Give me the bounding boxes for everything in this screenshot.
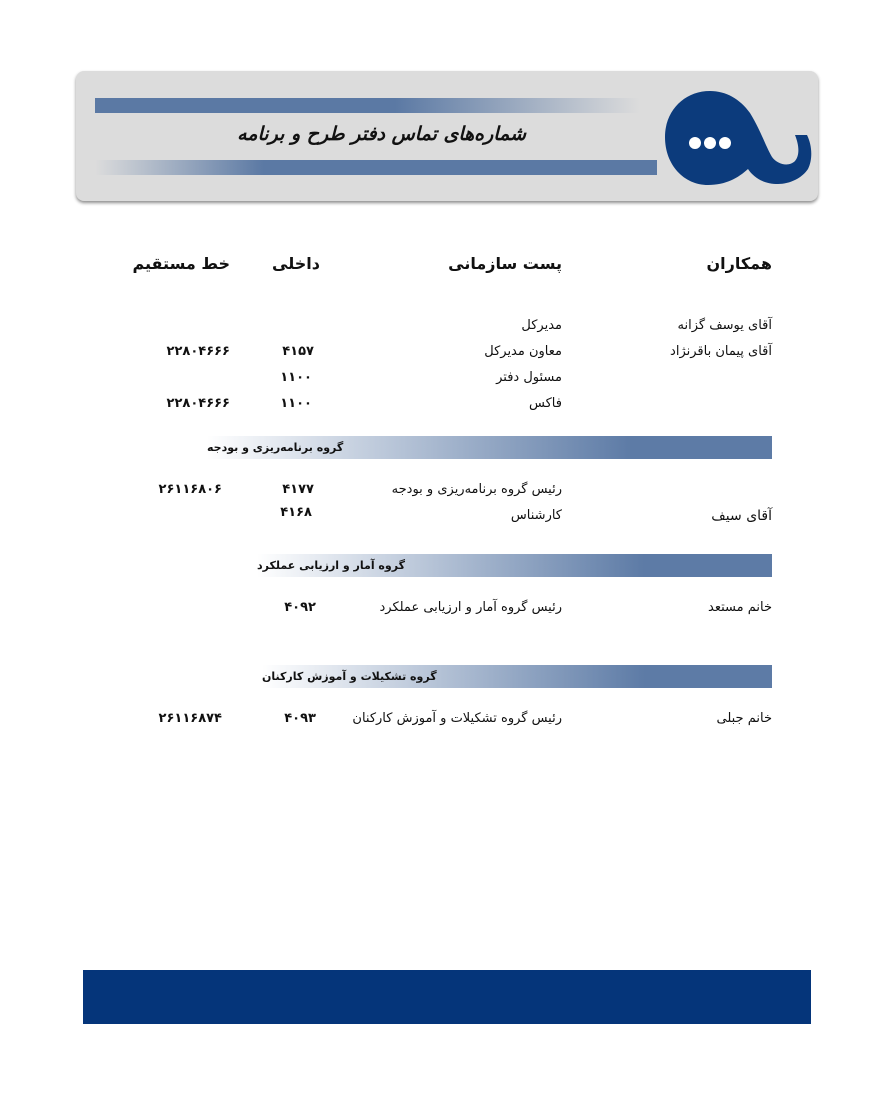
- col-header-colleagues: همکاران: [706, 254, 772, 273]
- col-header-internal: داخلی: [272, 254, 320, 273]
- row-direct: ۲۶۱۱۶۸۰۶: [158, 482, 222, 497]
- header-banner: [76, 71, 818, 201]
- group-band: گروه برنامه‌ریزی و بودجه: [207, 436, 772, 459]
- header-stripe-bottom: [95, 160, 657, 175]
- header-stripe-top: [95, 98, 640, 113]
- row-name: آقای یوسف گزانه: [677, 318, 772, 333]
- row-position: رئیس گروه آمار و ارزیابی عملکرد: [379, 600, 562, 615]
- phone-chat-icon: [660, 85, 816, 197]
- row-position: معاون مدیرکل: [484, 344, 562, 359]
- col-header-direct: خط مستقیم: [132, 254, 230, 273]
- row-position: کارشناس: [510, 508, 562, 523]
- row-position: فاکس: [529, 396, 562, 411]
- row-name: آقای سیف: [711, 508, 772, 524]
- row-name: خانم مستعد: [708, 600, 772, 615]
- row-direct: ۲۶۱۱۶۸۷۴: [158, 711, 222, 726]
- row-internal: ۱۱۰۰: [280, 396, 312, 411]
- col-header-position: پست سازمانی: [448, 254, 562, 273]
- row-internal: ۴۱۶۸: [280, 505, 312, 520]
- row-direct: ۲۲۸۰۴۶۶۶: [166, 344, 230, 359]
- row-name: خانم جبلی: [716, 711, 772, 726]
- footer-bar: [83, 970, 811, 1024]
- group-band: گروه آمار و ارزیابی عملکرد: [257, 554, 772, 577]
- row-position: رئیس گروه برنامه‌ریزی و بودجه: [391, 482, 562, 497]
- row-position: مدیرکل: [521, 318, 562, 333]
- row-internal: ۱۱۰۰: [280, 370, 312, 385]
- row-internal: ۴۱۷۷: [282, 482, 314, 497]
- row-position: رئیس گروه تشکیلات و آموزش کارکنان: [352, 711, 562, 726]
- row-name: آقای پیمان باقرنژاد: [670, 344, 772, 359]
- row-position: مسئول دفتر: [496, 370, 562, 385]
- group-band: گروه تشکیلات و آموزش کارکنان: [262, 665, 772, 688]
- row-internal: ۴۱۵۷: [282, 344, 314, 359]
- row-internal: ۴۰۹۳: [284, 711, 316, 726]
- row-direct: ۲۲۸۰۴۶۶۶: [166, 396, 230, 411]
- page-title: شماره‌های تماس دفتر طرح و برنامه: [237, 123, 526, 145]
- row-internal: ۴۰۹۲: [284, 600, 316, 615]
